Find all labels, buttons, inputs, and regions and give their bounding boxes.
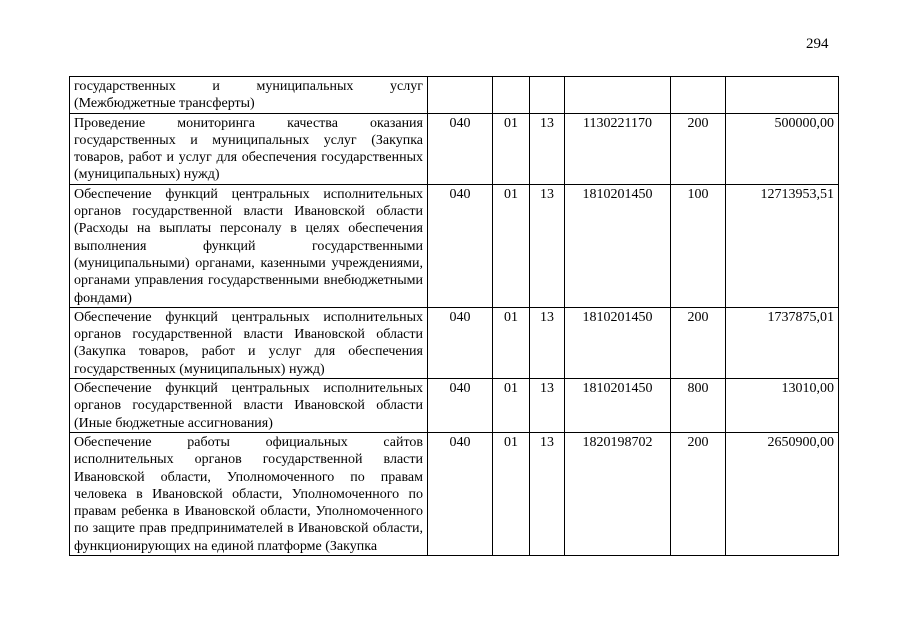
row-description: Обеспечение функций центральных исполнительных органов государственной власти Ивановской области (Закупка товаров, работ и услуг для обеспечения государственных (муниципальных) нужд) [70, 307, 428, 378]
section-code: 01 [493, 307, 530, 378]
subsection-code [530, 77, 565, 114]
amount: 1737875,01 [726, 307, 839, 378]
subsection-code: 13 [530, 432, 565, 555]
ministry-code: 040 [428, 113, 493, 184]
ministry-code: 040 [428, 379, 493, 433]
table-row [70, 184, 839, 307]
section-code: 01 [493, 432, 530, 555]
ministry-code: 040 [428, 307, 493, 378]
table-row [70, 379, 839, 433]
row-description: Обеспечение функций центральных исполнительных органов государственной власти Ивановской области (Расходы на выплаты персоналу в целях обеспечения выполнения функций государственными (муниципальными) органами, казенными учреждениями, органами управления государственными внебюджетными фондами) [70, 184, 428, 307]
subsection-code: 13 [530, 113, 565, 184]
section-code [493, 77, 530, 114]
target-article-code: 1810201450 [565, 307, 671, 378]
target-article-code: 1130221170 [565, 113, 671, 184]
row-description: Обеспечение функций центральных исполнительных органов государственной власти Ивановской области (Иные бюджетные ассигнования) [70, 379, 428, 433]
table-row [70, 432, 839, 555]
subsection-code: 13 [530, 307, 565, 378]
target-article-code: 1810201450 [565, 379, 671, 433]
budget-table [69, 76, 839, 556]
expense-type-code: 100 [671, 184, 726, 307]
ministry-code: 040 [428, 432, 493, 555]
expense-type-code: 200 [671, 113, 726, 184]
amount: 2650900,00 [726, 432, 839, 555]
target-article-code: 1820198702 [565, 432, 671, 555]
section-code: 01 [493, 184, 530, 307]
ministry-code: 040 [428, 184, 493, 307]
amount: 12713953,51 [726, 184, 839, 307]
amount: 13010,00 [726, 379, 839, 433]
expense-type-code [671, 77, 726, 114]
expense-type-code: 800 [671, 379, 726, 433]
row-description: Обеспечение работы официальных сайтов исполнительных органов государственной власти Ивановской области, Уполномоченного по правам человека в Ивановской области, Уполномоченного по правам ребенка в Ивановской области, Уполномоченного по защите прав предпринимателей в Ивановской области, функционирующих на единой платформе (Закупка [70, 432, 428, 555]
expense-type-code: 200 [671, 432, 726, 555]
ministry-code [428, 77, 493, 114]
expense-type-code: 200 [671, 307, 726, 378]
subsection-code: 13 [530, 184, 565, 307]
amount [726, 77, 839, 114]
table-row [70, 113, 839, 184]
subsection-code: 13 [530, 379, 565, 433]
target-article-code: 1810201450 [565, 184, 671, 307]
row-description: Проведение мониторинга качества оказания государственных и муниципальных услуг (Закупка товаров, работ и услуг для обеспечения государственных (муниципальных) нужд) [70, 113, 428, 184]
amount: 500000,00 [726, 113, 839, 184]
target-article-code [565, 77, 671, 114]
row-description: государственных и муниципальных услуг (Межбюджетные трансферты) [70, 77, 428, 114]
table-row [70, 307, 839, 378]
section-code: 01 [493, 113, 530, 184]
table-row [70, 77, 839, 114]
section-code: 01 [493, 379, 530, 433]
page-number: 294 [806, 36, 829, 52]
